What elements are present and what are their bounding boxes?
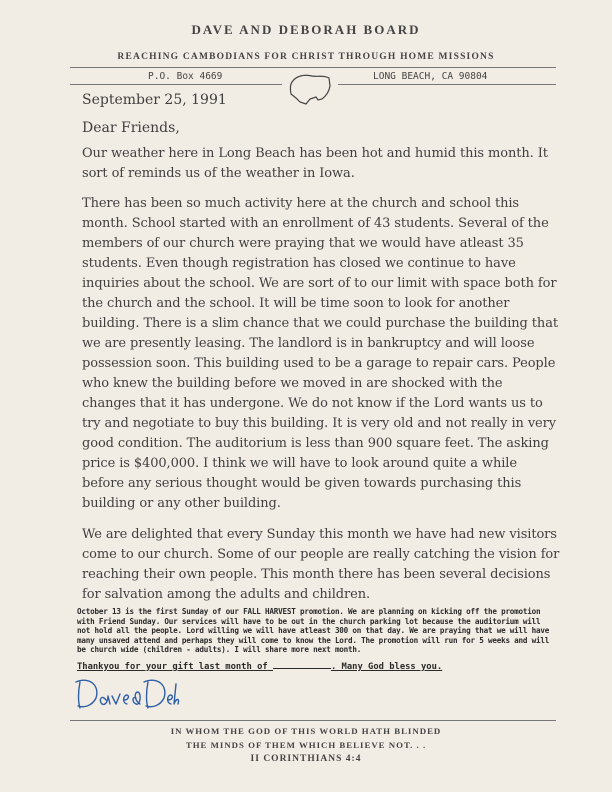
signature-image: [72, 670, 182, 714]
verse-reference: II CORINTHIANS 4:4: [250, 754, 362, 764]
letter-greeting: Dear Friends,: [82, 120, 180, 136]
bottom-divider: [70, 720, 556, 721]
thanks-start: Thankyou for your gift last month of: [77, 662, 268, 672]
letter-date: September 25, 1991: [82, 92, 227, 108]
typed-note: October 13 is the first Sunday of our FALL HARVEST promotion. We are planning on kicking off the promotion with Friend Sunday. Our services will have to be out in the church parking lot because the auditorium will not hold all the people. Lord willing we will have atleast 300 on that day. We are praying that we will have many unsaved attend and perhaps they will come to know the Lord. The promotion will run for 5 weeks and will be church wide (children - adults). I will share more next month.: [77, 607, 550, 655]
verse-line-1: IN WHOM THE GOD OF THIS WORLD HATH BLINDED: [170, 726, 442, 736]
gift-amount-blank: [273, 660, 331, 669]
thanks-end: . Many God bless you.: [330, 662, 443, 672]
letterhead-names: DAVE AND DEBORAH BOARD: [191, 22, 421, 37]
paragraph-weather: Our weather here in Long Beach has been hot and humid this month. It sort of reminds us of the weather in Iowa.: [82, 146, 548, 181]
paragraph-visitors: We are delighted that every Sunday this month we have had new visitors come to our church. Some of our people are really catching the vision for reaching their own people. This month there has been several decisions for salvation among the adults and children.: [82, 527, 560, 602]
paragraph-church-school: There has been so much activity here at the church and school this month. School started with an enrollment of 43 students. Several of the members of our church were praying that we would have atleast 35 students. Even though registration has closed we continue to have inquiries about the school. We are sort of to our limit with space both for the church and the school. It will be time soon to look for another building. There is a slim chance that we could purchase the building that we are presently leasing. The landlord is in bankruptcy and will loose possession soon. This building used to be a garage to repair cars. People who knew the building before we moved in are shocked with the changes that it has undergone. We do not know if the Lord wants us to try and negotiate to buy this building. It is very old and not really in very good condition. The auditorium is less than 900 square feet. The asking price is $400,000. I think we will have to look around quite a while before any serious thought would be given towards purchasing this building or any other building.: [82, 196, 558, 511]
verse-line-2: THE MINDS OF THEM WHICH BELIEVE NOT. . .: [185, 740, 427, 750]
po-box: P.O. Box 4669: [148, 71, 223, 82]
top-divider: [70, 67, 556, 68]
address-underline-right: [338, 84, 556, 85]
letterhead-tagline: REACHING CAMBODIANS FOR CHRIST THROUGH HOME MISSIONS: [117, 52, 495, 62]
cambodia-map-icon: [282, 72, 338, 108]
address-underline-left: [70, 84, 282, 85]
city-address: LONG BEACH, CA 90804: [373, 71, 488, 82]
